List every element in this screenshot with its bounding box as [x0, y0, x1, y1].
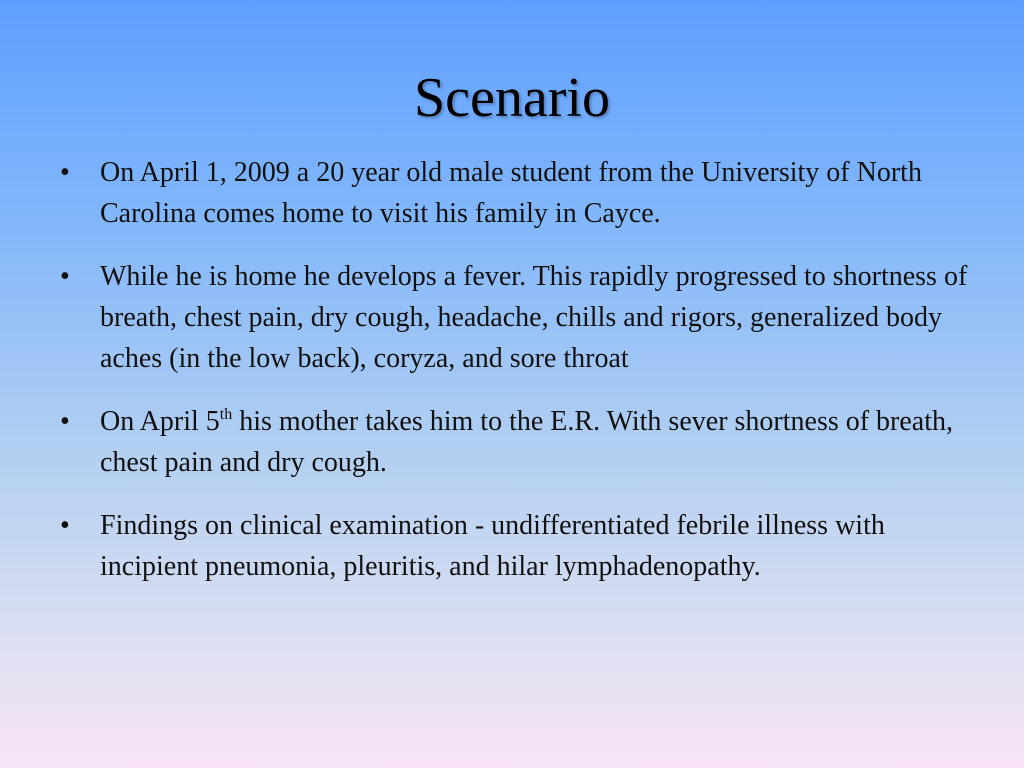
bullet-text: Findings on clinical examination - undifferentiated febrile illness with incipient pneumonia, pleuritis, and hilar lymphadenopathy.: [100, 510, 885, 582]
bullet-dot: •: [60, 157, 70, 188]
bullet-text: On April 1, 2009 a 20 year old male student from the University of North Carolina comes home to visit his family in Cayce.: [100, 157, 922, 229]
bullet-dot: •: [60, 406, 70, 437]
ordinal-superscript: th: [219, 406, 233, 423]
bullet-text-before: On April 5: [100, 406, 220, 437]
bullet-dot: •: [60, 261, 70, 292]
bullet-text-after: his mother takes him to the E.R. With sever shortness of breath, chest pain and dry cough.: [100, 406, 954, 478]
slide-title: Scenario: [414, 67, 610, 129]
bullet-item: [56, 152, 976, 234]
bullet-item: [56, 505, 976, 587]
bullet-text: While he is home he develops a fever. This rapidly progressed to shortness of breath, chest pain, dry cough, headache, chills and rigors, generalized body aches (in the low back), coryza, and sore throat: [100, 261, 968, 374]
bullet-item: [56, 401, 976, 483]
bullet-item: [56, 256, 976, 379]
bullet-list: [56, 152, 976, 609]
bullet-dot: •: [60, 510, 70, 541]
